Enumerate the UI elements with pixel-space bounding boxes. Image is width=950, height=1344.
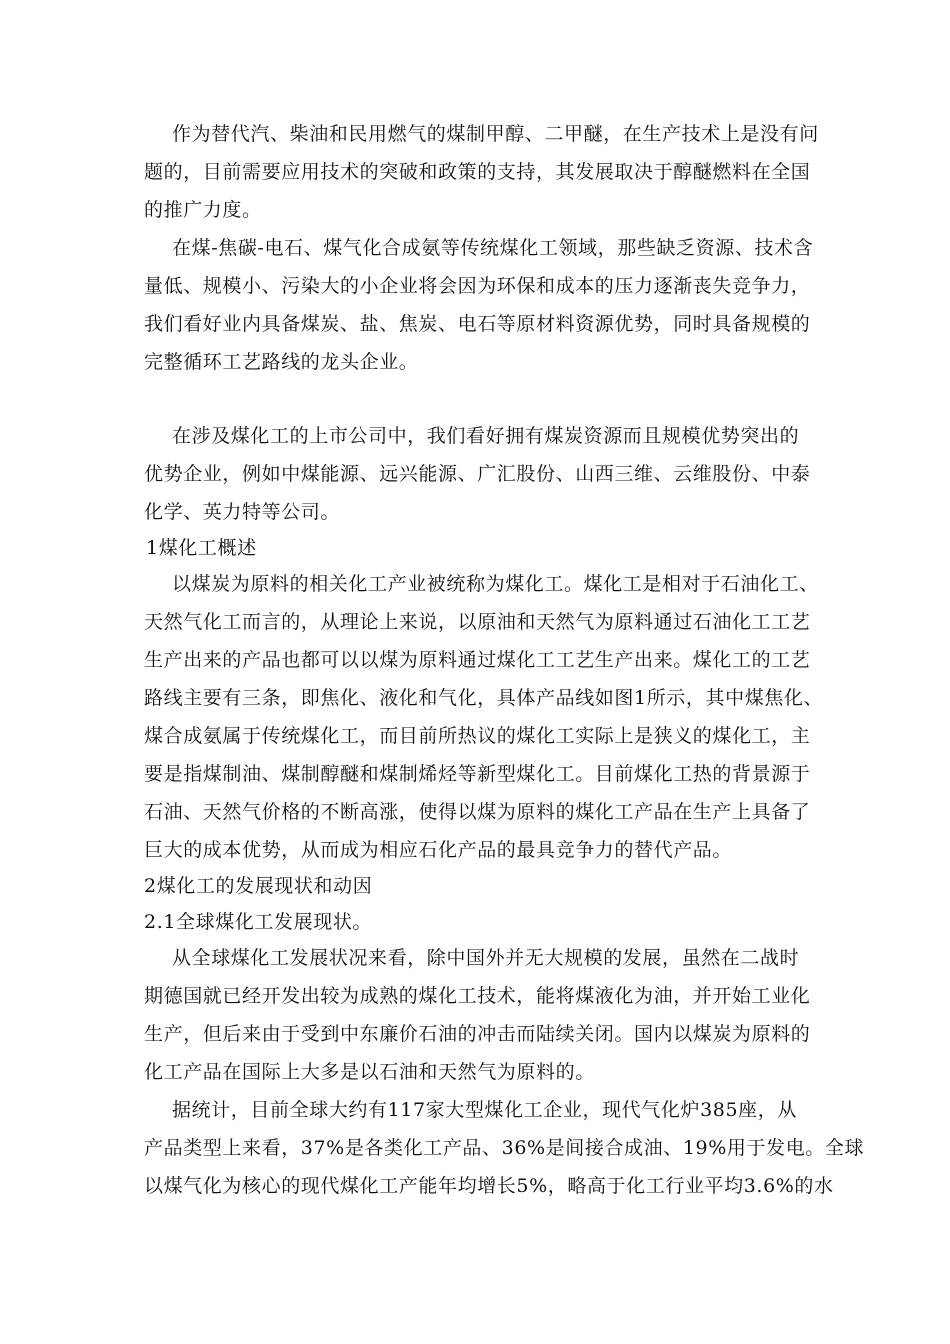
para4-line6: 要是指煤制油、煤制醇醚和煤制烯烃等新型煤化工。目前煤化工热的背景源于	[144, 763, 811, 785]
para2-line4: 完整循环工艺路线的龙头企业。	[144, 351, 419, 373]
section-heading-2: 2煤化工的发展现状和动因	[144, 875, 373, 897]
para5-line4: 化工产品在国际上大多是以石油和天然气为原料的。	[144, 1061, 595, 1083]
para1-line1: 作为替代汽、柴油和民用燃气的煤制甲醇、二甲醚，在生产技术上是没有问	[172, 123, 819, 145]
para3-line3: 化学、英力特等公司。	[144, 501, 341, 523]
para6-line3: 以煤气化为核心的现代煤化工产能年均增长5%，略高于化工行业平均3.6%的水	[144, 1175, 834, 1197]
para6-line2: 产品类型上来看，37%是各类化工产品、36%是间接合成油、19%用于发电。全球	[144, 1137, 865, 1159]
para1-line2: 题的，目前需要应用技术的突破和政策的支持，其发展取决于醇醚燃料在全国	[144, 161, 811, 183]
para2-line1: 在煤-焦碳-电石、煤气化合成氨等传统煤化工领域，那些缺乏资源、技术含	[172, 237, 814, 259]
para4-line1: 以煤炭为原料的相关化工产业被统称为煤化工。煤化工是相对于石油化工、	[172, 573, 819, 595]
para4-line5: 煤合成氨属于传统煤化工，而目前所热议的煤化工实际上是狭义的煤化工，主	[144, 725, 811, 747]
para1-line3: 的推广力度。	[144, 199, 262, 221]
para4-line7: 石油、天然气价格的不断高涨，使得以煤为原料的煤化工产品在生产上具备了	[144, 801, 811, 823]
para4-line2: 天然气化工而言的，从理论上来说，以原油和天然气为原料通过石油化工工艺	[144, 611, 811, 633]
para2-line3: 我们看好业内具备煤炭、盐、焦炭、电石等原材料资源优势，同时具备规模的	[144, 313, 811, 335]
para3-line2: 优势企业，例如中煤能源、远兴能源、广汇股份、山西三维、云维股份、中泰	[144, 463, 811, 485]
para2-line2: 量低、规模小、污染大的小企业将会因为环保和成本的压力逐渐丧失竞争力，	[144, 275, 811, 297]
para3-line1: 在涉及煤化工的上市公司中，我们看好拥有煤炭资源而且规模优势突出的	[172, 425, 800, 447]
section-heading-1: 1煤化工概述	[146, 537, 257, 559]
para6-line1: 据统计，目前全球大约有117家大型煤化工企业，现代气化炉385座，从	[172, 1099, 797, 1121]
para4-line8: 巨大的成本优势，从而成为相应石化产品的最具竞争力的替代产品。	[144, 839, 733, 861]
para4-line3: 生产出来的产品也都可以以煤为原料通过煤化工工艺生产出来。煤化工的工艺	[144, 649, 811, 671]
para4-line4: 路线主要有三条，即焦化、液化和气化，具体产品线如图1所示，其中煤焦化、	[144, 687, 824, 709]
section-heading-2-1: 2.1全球煤化工发展现状。	[144, 911, 373, 933]
para5-line1: 从全球煤化工发展状况来看，除中国外并无大规模的发展，虽然在二战时	[172, 947, 800, 969]
para5-line3: 生产，但后来由于受到中东廉价石油的冲击而陆续关闭。国内以煤炭为原料的	[144, 1023, 811, 1045]
para5-line2: 期德国就已经开发出较为成熟的煤化工技术，能将煤液化为油，并开始工业化	[144, 985, 811, 1007]
